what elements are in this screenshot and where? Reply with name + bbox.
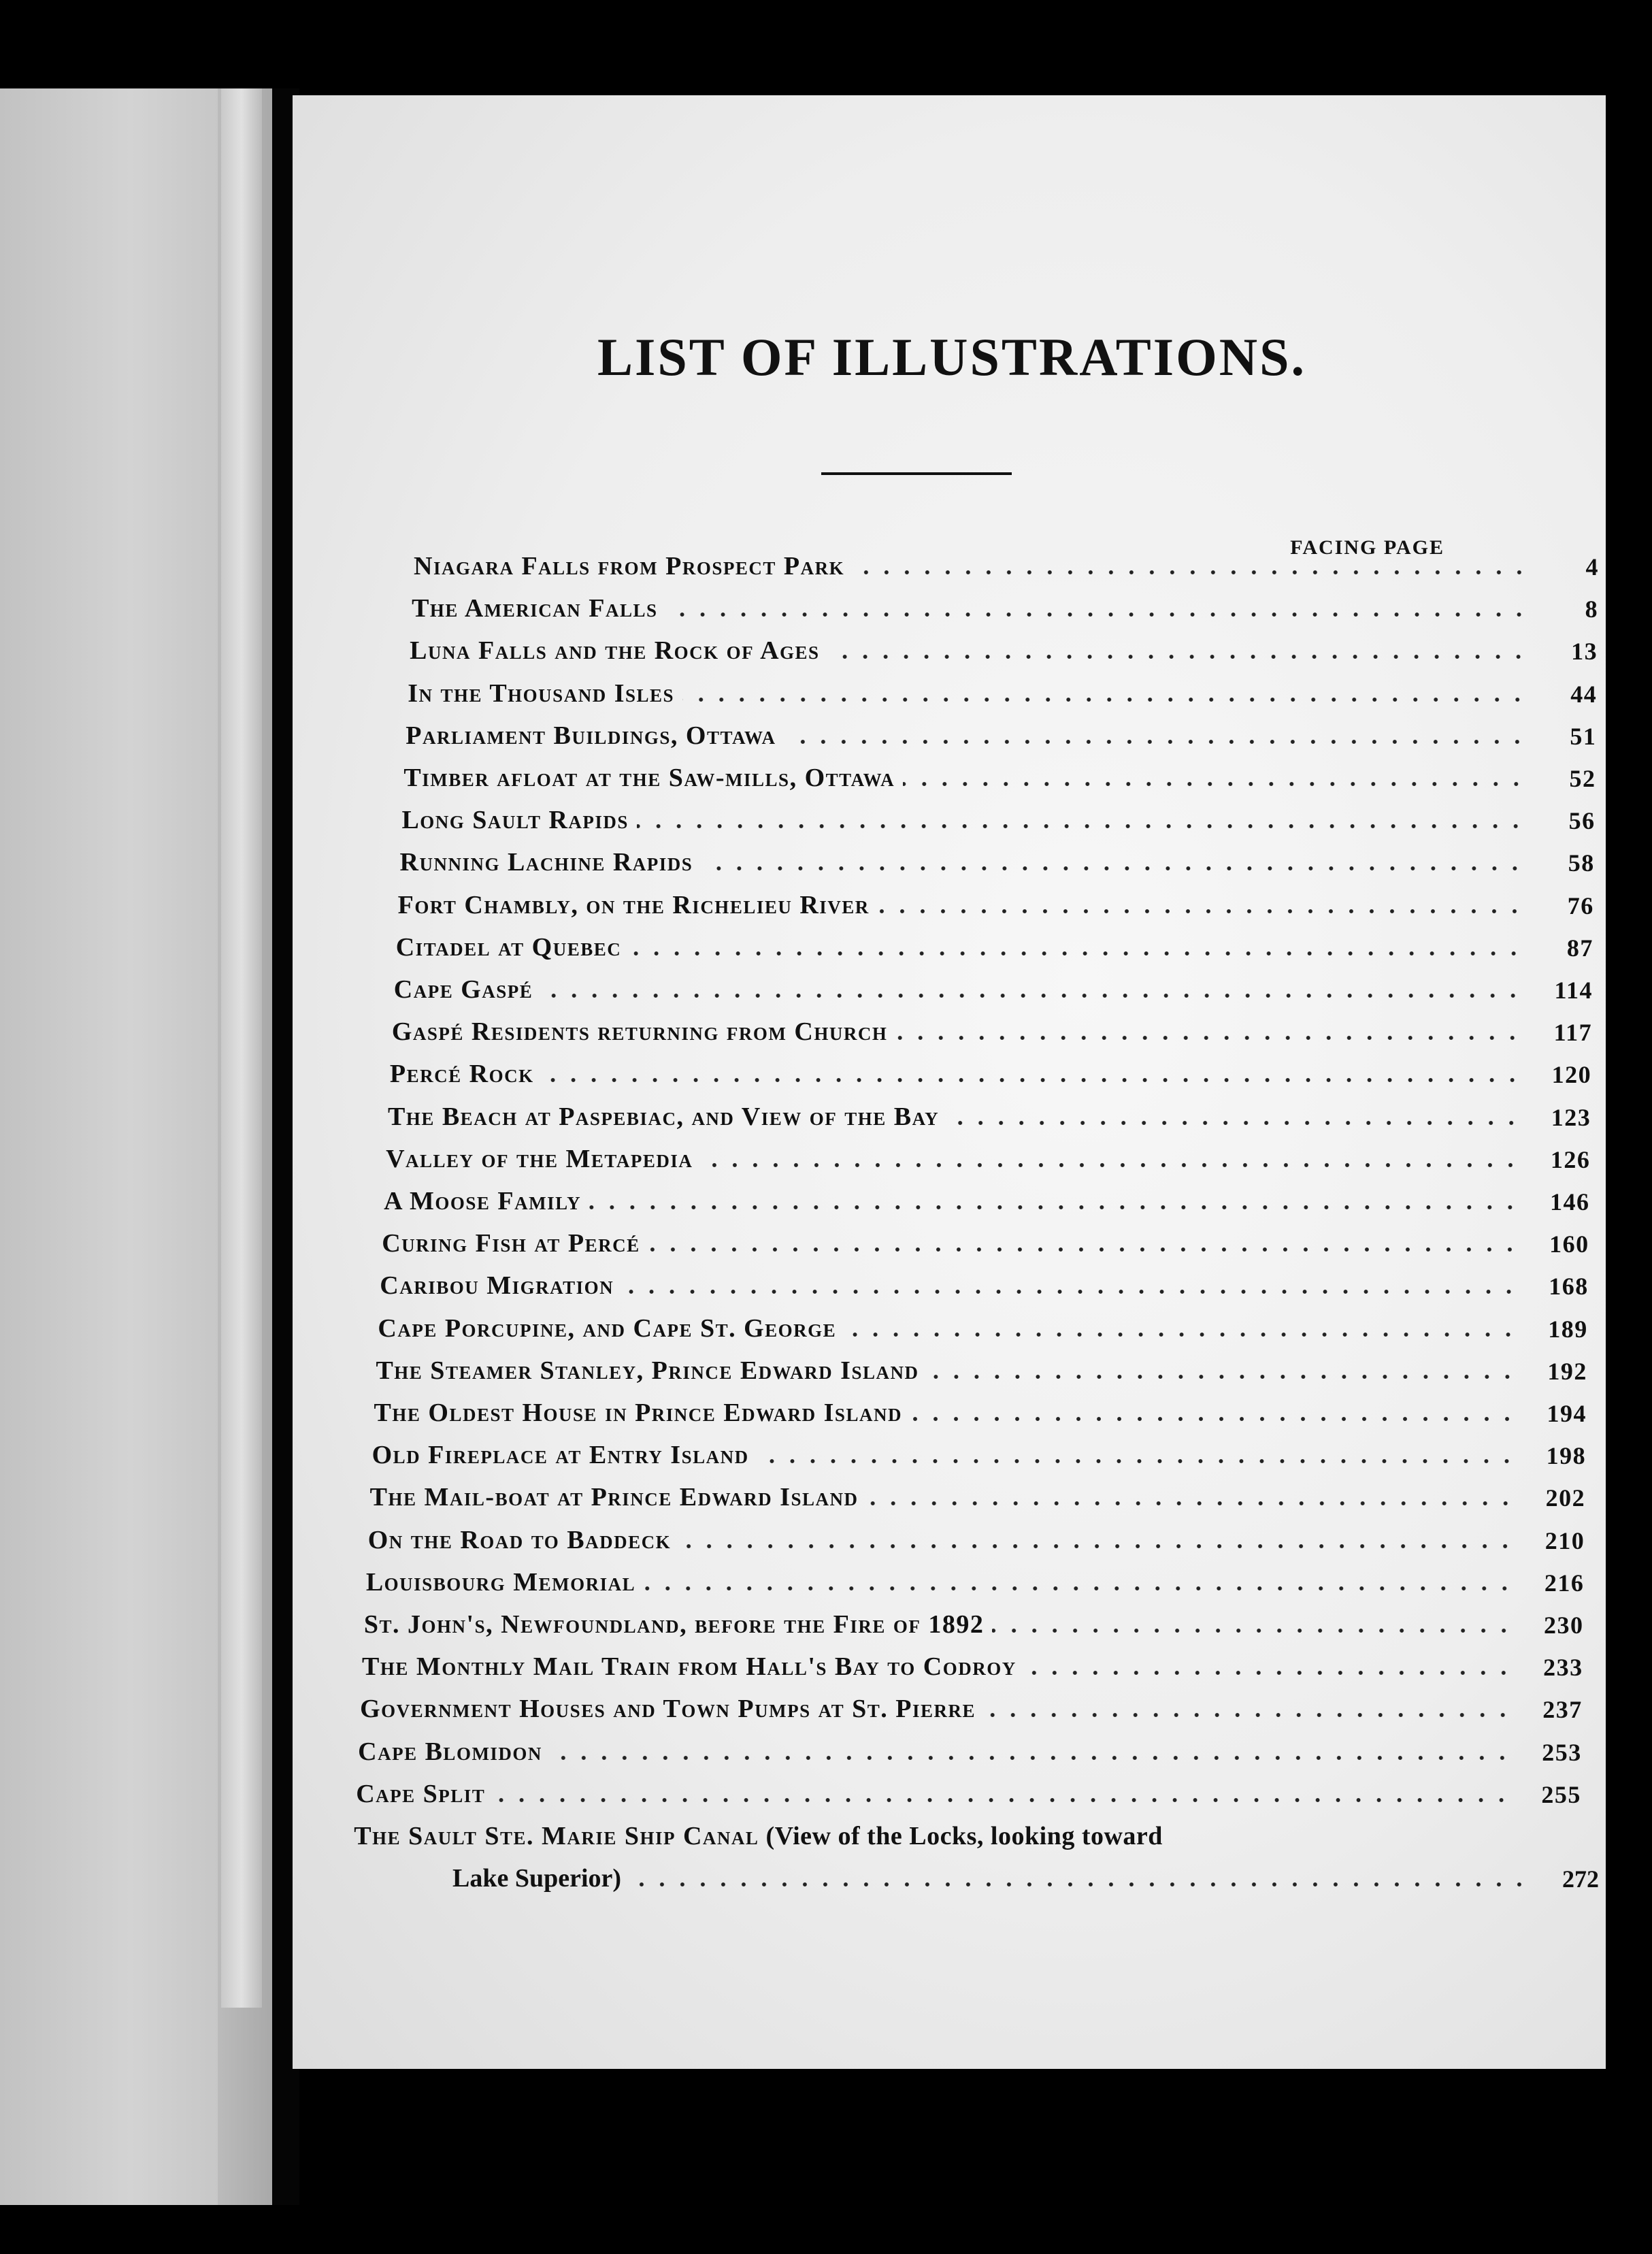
- list-item: [388, 1095, 1591, 1132]
- dot-leader: [757, 1459, 1517, 1463]
- dot-leader: [589, 1205, 1520, 1209]
- list-item: [372, 1433, 1586, 1470]
- dot-leader: [666, 612, 1530, 617]
- dot-leader: [682, 698, 1527, 702]
- entry-page: 13: [1571, 638, 1598, 666]
- entry-page: 272: [1562, 1865, 1599, 1893]
- list-item: [362, 1645, 1583, 1682]
- entry-page: 198: [1546, 1442, 1587, 1470]
- dot-leader: [992, 1629, 1514, 1633]
- entry-page: 255: [1541, 1780, 1581, 1808]
- left-page-edge: [221, 88, 262, 2008]
- list-item: [358, 1730, 1582, 1767]
- list-item: [410, 629, 1598, 666]
- dot-leader: [493, 1798, 1512, 1802]
- entry-title: Fort Chambly, on the Richelieu River: [397, 890, 870, 919]
- entry-page: 189: [1548, 1315, 1588, 1343]
- entry-page: 230: [1543, 1612, 1584, 1639]
- dot-leader: [622, 1290, 1519, 1294]
- entry-page: 146: [1549, 1188, 1590, 1215]
- dot-leader: [629, 1882, 1530, 1886]
- dot-leader: [927, 1375, 1517, 1379]
- list-item: [356, 1772, 1581, 1809]
- entry-title: A Moose Family: [384, 1187, 582, 1215]
- list-item: [401, 798, 1595, 835]
- dot-leader: [629, 951, 1524, 956]
- list-item: [382, 1222, 1589, 1258]
- entry-title: The Monthly Mail Train from Hall's Bay to Codroy: [361, 1652, 1017, 1682]
- list-item: [364, 1603, 1584, 1639]
- entry-title: Cape Blomidon: [358, 1737, 542, 1766]
- dot-leader: [866, 1501, 1516, 1505]
- entry-title: Louisbourg Memorial: [365, 1567, 636, 1597]
- list-item-last: [354, 1814, 1163, 1851]
- entry-title: Long Sault Rapids: [401, 806, 629, 835]
- list-item: [368, 1518, 1585, 1555]
- list-item-continuation: [452, 1857, 1599, 1893]
- entry-title: The American Falls: [412, 594, 658, 623]
- entry-title: Niagara Falls from Prospect Park: [414, 552, 845, 581]
- list-item: [406, 714, 1596, 751]
- entry-title: Valley of the Metapedia: [386, 1144, 693, 1173]
- entry-page: 210: [1544, 1526, 1585, 1554]
- dot-leader: [648, 1247, 1520, 1252]
- entry-page: 51: [1570, 722, 1597, 750]
- entry-page: 202: [1545, 1484, 1586, 1512]
- entry-title: Timber afloat at the Saw-mills, Ottawa: [403, 764, 895, 792]
- entry-title: Gaspé Residents returning from Church: [391, 1017, 888, 1047]
- dot-leader: [1025, 1671, 1514, 1675]
- illustration-list: [293, 95, 1606, 2069]
- entry-title-main: The Sault Ste. Marie Ship Canal: [354, 1822, 759, 1850]
- list-item: [396, 926, 1593, 962]
- dot-leader: [903, 782, 1526, 786]
- dot-leader: [853, 570, 1530, 574]
- entry-title-continuation: Lake Superior): [452, 1864, 622, 1893]
- book-page: [293, 95, 1606, 2069]
- entry-page: 76: [1567, 892, 1594, 919]
- page-title: LIST OF ILLUSTRATIONS.: [597, 327, 1307, 387]
- dot-leader: [550, 1756, 1513, 1760]
- entry-page: 192: [1547, 1357, 1587, 1385]
- entry-title: In the Thousand Isles: [408, 679, 675, 708]
- entry-title: St. John's, Newfoundland, before the Fire of 1892: [363, 1610, 985, 1639]
- entry-title: Percé Rock: [389, 1060, 534, 1089]
- entry-title: Government Houses and Town Pumps at St. Pierre: [360, 1695, 976, 1724]
- dot-leader: [784, 740, 1527, 744]
- list-item: [400, 840, 1595, 877]
- entry-page: 233: [1543, 1654, 1583, 1682]
- entry-page: 58: [1568, 849, 1595, 877]
- left-facing-page: [0, 88, 272, 2205]
- dot-leader: [644, 1586, 1515, 1590]
- dot-leader: [844, 1333, 1519, 1337]
- entry-title: On the Road to Baddeck: [367, 1525, 672, 1554]
- list-item: [408, 672, 1597, 708]
- dot-leader: [910, 1417, 1517, 1421]
- entry-page: 194: [1547, 1400, 1587, 1427]
- dot-leader: [878, 909, 1525, 913]
- entry-page: 87: [1566, 934, 1593, 962]
- entry-page: 44: [1570, 680, 1598, 708]
- entry-page: 237: [1542, 1696, 1583, 1724]
- entry-title: Cape Gaspé: [393, 975, 533, 1004]
- entry-title: The Oldest House in Prince Edward Island: [374, 1399, 902, 1427]
- entry-page: 126: [1550, 1145, 1591, 1173]
- entry-page: 253: [1542, 1738, 1582, 1766]
- entry-page: 120: [1551, 1061, 1592, 1089]
- entry-title: Parliament Buildings, Ottawa: [406, 721, 776, 750]
- entry-title: The Mail-boat at Prince Edward Island: [369, 1483, 859, 1512]
- entry-title: Luna Falls and the Rock of Ages: [410, 636, 820, 666]
- entry-title: Cape Split: [356, 1779, 486, 1808]
- entry-page: 56: [1568, 807, 1596, 835]
- entry-page: 216: [1544, 1569, 1585, 1597]
- list-item: [380, 1264, 1588, 1301]
- list-item: [394, 968, 1593, 1004]
- entry-title: The Beach at Paspebiac, and View of the Bay: [387, 1102, 940, 1131]
- dot-leader: [984, 1713, 1513, 1717]
- list-item: [378, 1307, 1587, 1343]
- dot-leader: [679, 1544, 1515, 1548]
- entry-page: 160: [1549, 1230, 1589, 1258]
- left-page-surface: [0, 88, 218, 2205]
- list-item: [392, 1010, 1592, 1047]
- list-item: [390, 1052, 1591, 1089]
- entry-page: 52: [1569, 765, 1596, 792]
- entry-title: Citadel at Quebec: [395, 932, 622, 962]
- entry-title: [354, 1821, 1163, 1851]
- entry-title: Curing Fish at Percé: [382, 1229, 640, 1258]
- entry-page: 168: [1549, 1273, 1589, 1301]
- dot-leader: [637, 824, 1526, 828]
- list-item: [414, 544, 1599, 581]
- dot-leader: [701, 1163, 1521, 1167]
- list-item: [384, 1179, 1589, 1216]
- entry-title: Caribou Migration: [380, 1271, 614, 1301]
- facing-page-header: FACING PAGE: [1290, 536, 1444, 559]
- dot-leader: [541, 994, 1523, 998]
- dot-leader: [542, 1078, 1523, 1082]
- list-item: [386, 1137, 1590, 1174]
- dot-leader: [947, 1121, 1521, 1125]
- entry-page: 117: [1553, 1019, 1593, 1047]
- list-item: [366, 1561, 1585, 1597]
- entry-page: 114: [1554, 977, 1593, 1004]
- entry-title: Old Fireplace at Entry Island: [371, 1441, 749, 1470]
- list-item: [403, 756, 1596, 793]
- dot-leader: [701, 866, 1525, 870]
- entry-page: 8: [1585, 595, 1599, 623]
- entry-title: Cape Porcupine, and Cape St. George: [378, 1313, 837, 1343]
- entry-title: Running Lachine Rapids: [399, 848, 693, 877]
- list-item: [376, 1349, 1587, 1386]
- entry-title: The Steamer Stanley, Prince Edward Island: [376, 1356, 919, 1385]
- list-item: [374, 1391, 1587, 1428]
- list-item: [398, 883, 1594, 920]
- entry-page: 123: [1551, 1103, 1591, 1131]
- list-item: [370, 1475, 1586, 1512]
- dot-leader: [895, 1036, 1523, 1040]
- dot-leader: [828, 655, 1529, 659]
- entry-title-note: (View of the Locks, looking toward: [759, 1822, 1163, 1850]
- list-item: [412, 587, 1598, 623]
- list-item: [360, 1687, 1583, 1724]
- entry-page: 4: [1585, 553, 1599, 581]
